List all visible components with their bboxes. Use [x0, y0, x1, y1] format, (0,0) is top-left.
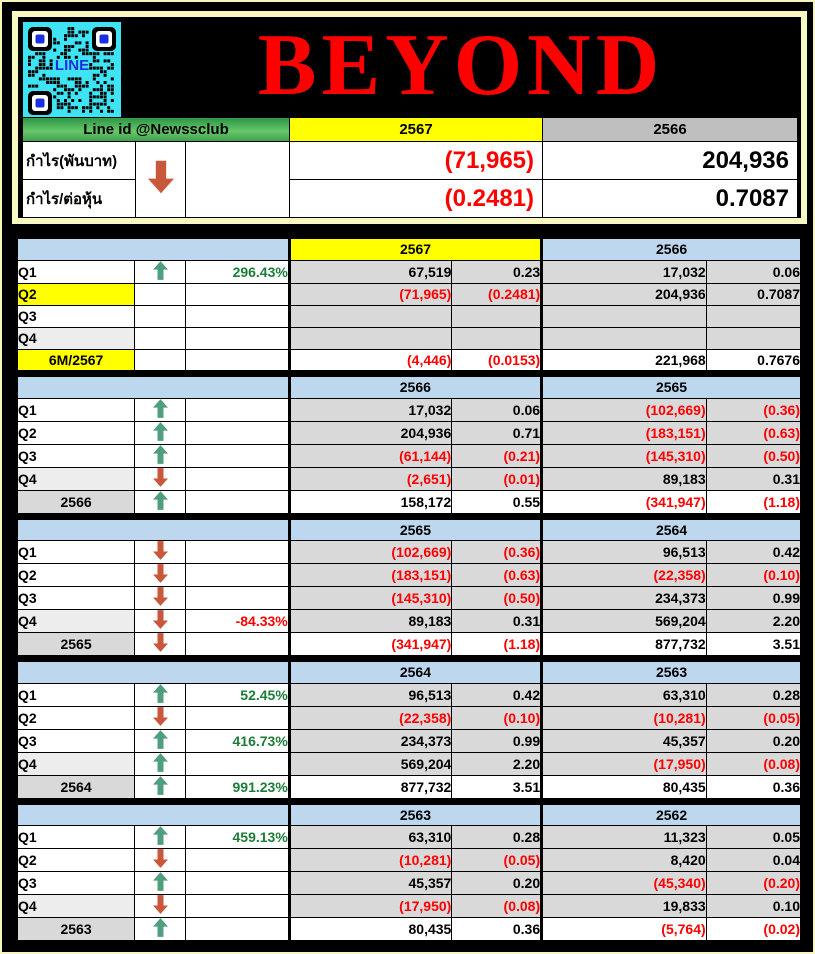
pct-change-cell [186, 327, 290, 349]
previous-year-header: 2566 [543, 118, 798, 142]
trend-arrow-cell [135, 421, 186, 444]
quarter-row [17, 564, 801, 587]
pct-change-cell [185, 849, 289, 872]
year-right-header: 2563 [542, 661, 801, 683]
eps-value-cell: (0.01) [452, 467, 542, 490]
quarter-label: Q1 [17, 826, 135, 849]
eps-value-cell: (0.02) [706, 918, 801, 942]
pct-change-cell [186, 349, 290, 371]
summary-row [17, 918, 801, 942]
trend-arrow-cell [135, 752, 186, 775]
pct-change-cell [186, 398, 290, 421]
up-arrow-icon [153, 684, 168, 703]
eps-value-cell: 0.7676 [706, 349, 801, 371]
section-header-row [17, 519, 801, 541]
pct-change-cell [185, 564, 289, 587]
eps-value-cell: (0.36) [706, 398, 801, 421]
year-left-header: 2564 [289, 661, 541, 683]
trend-arrow-cell [135, 706, 186, 729]
summary-row [17, 775, 801, 799]
down-arrow-icon [153, 849, 168, 868]
profit-value-cell: 204,936 [542, 283, 707, 305]
profit-value-cell: (145,310) [542, 444, 707, 467]
profit-value-cell: (102,669) [542, 398, 707, 421]
eps-current-value: (0.2481) [290, 180, 543, 218]
quarter-row [17, 706, 801, 729]
current-year-header: 2567 [290, 118, 543, 142]
pct-change-cell [185, 706, 289, 729]
up-arrow-icon [153, 491, 168, 510]
eps-value-cell: (0.10) [452, 706, 542, 729]
quarter-row [17, 849, 801, 872]
eps-value-cell: 0.06 [706, 260, 801, 283]
profit-current-value: (71,965) [290, 142, 543, 180]
trend-arrow-cell [135, 775, 186, 799]
up-arrow-icon [153, 399, 168, 418]
period-label: 2566 [17, 490, 135, 514]
trend-arrow-cell [135, 467, 186, 490]
eps-value-cell: 0.20 [452, 872, 542, 895]
quarter-row [17, 752, 801, 775]
trend-arrow-cell [135, 826, 186, 849]
profit-value-cell: 80,435 [542, 775, 707, 799]
quarter-row [17, 826, 801, 849]
profit-value-cell: (4,446) [289, 349, 452, 371]
eps-value-cell: (1.18) [452, 633, 542, 657]
trend-arrow-cell [135, 564, 186, 587]
pct-change-cell [186, 283, 290, 305]
profit-value-cell: (17,950) [289, 895, 452, 918]
eps-value-cell: 0.36 [452, 918, 542, 942]
quarter-row [17, 421, 801, 444]
eps-value-cell: (0.08) [706, 752, 801, 775]
trend-arrow-cell [135, 541, 186, 564]
trend-arrow-cell [135, 729, 186, 752]
pct-change-cell [185, 752, 289, 775]
section-header-row [17, 376, 801, 398]
profit-row [23, 142, 798, 180]
section-header-blank [17, 804, 289, 826]
profit-value-cell: 63,310 [542, 683, 707, 706]
quarter-row [17, 398, 801, 421]
profit-value-cell: 45,357 [289, 872, 452, 895]
year-right-header: 2565 [542, 376, 801, 398]
quarter-row [17, 729, 801, 752]
summary-header-row [23, 118, 798, 142]
quarter-row [17, 283, 801, 305]
quarter-label: Q4 [17, 327, 135, 349]
quarter-label: Q2 [17, 564, 135, 587]
trend-arrow-cell [135, 490, 186, 514]
quarter-label: Q3 [17, 305, 135, 327]
up-arrow-icon [153, 776, 168, 795]
pct-change-cell: 296.43% [186, 260, 290, 283]
section-2564 [16, 660, 802, 800]
eps-value-cell: (0.2481) [452, 283, 542, 305]
profit-value-cell [542, 305, 707, 327]
trend-arrow-cell [135, 260, 186, 283]
svg-text:LINE: LINE [54, 57, 90, 74]
year-left-header: 2565 [289, 519, 541, 541]
quarter-label: Q4 [17, 610, 135, 633]
eps-value-cell: 0.42 [706, 541, 801, 564]
up-arrow-icon [153, 730, 168, 749]
pct-change-cell [186, 467, 290, 490]
summary-row [17, 633, 801, 657]
trend-arrow-cell [135, 872, 186, 895]
pct-change-cell [185, 587, 289, 610]
quarter-label: Q1 [17, 541, 135, 564]
eps-value-cell: (0.10) [706, 564, 801, 587]
eps-value-cell: 0.36 [706, 775, 801, 799]
trend-arrow-cell [135, 444, 186, 467]
year-left-header: 2567 [289, 238, 541, 260]
profit-value-cell: (341,947) [289, 633, 452, 657]
up-arrow-icon [153, 261, 168, 280]
down-arrow-icon [153, 707, 168, 726]
eps-value-cell: 0.10 [706, 895, 801, 918]
section-header-row [17, 804, 801, 826]
up-arrow-icon [153, 753, 168, 772]
profit-value-cell [542, 327, 707, 349]
pct-change-cell [185, 541, 289, 564]
up-arrow-icon [153, 872, 168, 891]
down-arrow-icon [153, 564, 168, 583]
trend-arrow-cell [135, 918, 186, 942]
trend-arrow-cell [136, 142, 186, 218]
profit-value-cell [289, 327, 452, 349]
section-header-row [17, 238, 801, 260]
eps-value-cell: 0.31 [452, 610, 542, 633]
year-right-header: 2562 [542, 804, 801, 826]
eps-value-cell: 2.20 [452, 752, 542, 775]
pct-change-cell: 416.73% [185, 729, 289, 752]
profit-value-cell: (22,358) [542, 564, 707, 587]
pct-change-cell [186, 444, 290, 467]
profit-value-cell: 67,519 [289, 260, 452, 283]
eps-value-cell: 3.51 [452, 775, 542, 799]
section-header-blank [17, 376, 289, 398]
eps-value-cell: 0.05 [706, 826, 801, 849]
down-arrow-icon [153, 895, 168, 914]
trend-arrow-cell [135, 683, 186, 706]
summary-row [17, 490, 801, 514]
profit-value-cell: 17,032 [542, 260, 707, 283]
up-arrow-icon [153, 918, 168, 937]
trend-arrow-cell [135, 349, 186, 371]
profit-value-cell: 63,310 [289, 826, 452, 849]
eps-value-cell: (0.0153) [452, 349, 542, 371]
year-left-header: 2566 [289, 376, 541, 398]
eps-value-cell: (0.05) [706, 706, 801, 729]
down-arrow-icon [153, 541, 168, 560]
profit-value-cell: 96,513 [542, 541, 707, 564]
eps-value-cell: 0.20 [706, 729, 801, 752]
eps-value-cell: 3.51 [706, 633, 801, 657]
pct-change-cell: -84.33% [185, 610, 289, 633]
pct-change-cell [185, 872, 289, 895]
section-header-blank [17, 238, 289, 260]
quarter-label: Q4 [17, 752, 135, 775]
section-header-blank [17, 519, 289, 541]
pct-change-cell: 52.45% [185, 683, 289, 706]
profit-value-cell: (145,310) [289, 587, 452, 610]
section-header-blank [17, 661, 289, 683]
trend-arrow-cell [135, 849, 186, 872]
trend-arrow-cell [135, 398, 186, 421]
quarter-row [17, 444, 801, 467]
trend-arrow-cell [135, 305, 186, 327]
eps-value-cell: (0.63) [452, 564, 542, 587]
eps-previous-value: 0.7087 [543, 180, 798, 218]
eps-label: กำไร/ต่อหุ้น [23, 180, 136, 218]
pct-change-cell [186, 421, 290, 444]
profit-value-cell: 158,172 [289, 490, 452, 514]
eps-value-cell [706, 305, 801, 327]
profit-value-cell: (183,151) [542, 421, 707, 444]
profit-previous-value: 204,936 [543, 142, 798, 180]
profit-value-cell: (71,965) [289, 283, 452, 305]
profit-value-cell: 8,420 [542, 849, 707, 872]
eps-value-cell: (0.08) [452, 895, 542, 918]
down-arrow-icon [153, 468, 168, 487]
profit-value-cell: 877,732 [289, 775, 452, 799]
quarter-label: Q3 [17, 444, 135, 467]
quarter-label: Q3 [17, 587, 135, 610]
profit-value-cell: (341,947) [542, 490, 707, 514]
quarter-label: Q4 [17, 895, 135, 918]
profit-value-cell: (5,764) [542, 918, 707, 942]
profit-value-cell: 80,435 [289, 918, 452, 942]
trend-arrow-cell [135, 587, 186, 610]
quarter-row [17, 327, 801, 349]
profit-value-cell: (22,358) [289, 706, 452, 729]
profit-value-cell: 96,513 [289, 683, 452, 706]
quarter-label: Q1 [17, 260, 135, 283]
year-right-header: 2566 [542, 238, 801, 260]
eps-value-cell: 2.20 [706, 610, 801, 633]
eps-value-cell: (0.50) [452, 587, 542, 610]
profit-value-cell: 204,936 [289, 421, 452, 444]
period-label: 2565 [17, 633, 135, 657]
eps-value-cell: (0.20) [706, 872, 801, 895]
quarter-label: Q1 [17, 398, 135, 421]
quarter-row [17, 872, 801, 895]
spacer-cell [186, 142, 290, 218]
profit-value-cell: 569,204 [542, 610, 707, 633]
profit-value-cell [289, 305, 452, 327]
eps-value-cell: (0.63) [706, 421, 801, 444]
quarter-label: Q4 [17, 467, 135, 490]
profit-label: กำไร(พันบาท) [23, 142, 136, 180]
down-arrow-icon [153, 610, 168, 629]
quarter-row [17, 467, 801, 490]
profit-value-cell: (10,281) [289, 849, 452, 872]
eps-value-cell: 0.06 [452, 398, 542, 421]
up-arrow-icon [153, 422, 168, 441]
profit-value-cell: 234,373 [289, 729, 452, 752]
eps-value-cell: 0.55 [452, 490, 542, 514]
trend-arrow-cell [135, 633, 186, 657]
eps-value-cell: (0.21) [452, 444, 542, 467]
profit-value-cell: 877,732 [542, 633, 707, 657]
profit-value-cell: 221,968 [542, 349, 707, 371]
down-arrow-icon [153, 633, 168, 652]
line-qr-code [23, 22, 121, 120]
eps-value-cell: 0.23 [452, 260, 542, 283]
profit-value-cell: 569,204 [289, 752, 452, 775]
eps-value-cell: 0.7087 [706, 283, 801, 305]
trend-arrow-cell [135, 327, 186, 349]
down-arrow-icon [153, 587, 168, 606]
pct-change-cell: 991.23% [185, 775, 289, 799]
eps-value-cell: 0.99 [706, 587, 801, 610]
eps-value-cell: (0.50) [706, 444, 801, 467]
quarter-label: Q2 [17, 421, 135, 444]
header-frame [12, 11, 807, 224]
quarter-row [17, 683, 801, 706]
profit-value-cell: 234,373 [542, 587, 707, 610]
quarter-row [17, 895, 801, 918]
down-arrow-icon [148, 157, 174, 197]
period-label: 6M/2567 [17, 349, 135, 371]
summary-row [17, 349, 801, 371]
year-right-header: 2564 [542, 519, 801, 541]
trend-arrow-cell [135, 283, 186, 305]
year-left-header: 2563 [289, 804, 541, 826]
section-2567 [16, 237, 802, 372]
quarterly-history-tables [16, 237, 802, 945]
pct-change-cell [185, 895, 289, 918]
quarter-row [17, 260, 801, 283]
profit-value-cell: 89,183 [542, 467, 707, 490]
pct-change-cell [186, 305, 290, 327]
eps-value-cell: (0.36) [452, 541, 542, 564]
eps-value-cell: 0.28 [706, 683, 801, 706]
quarter-label: Q3 [17, 872, 135, 895]
up-arrow-icon [153, 826, 168, 845]
eps-value-cell: 0.31 [706, 467, 801, 490]
up-arrow-icon [153, 445, 168, 464]
period-label: 2564 [17, 775, 135, 799]
quarter-label: Q3 [17, 729, 135, 752]
section-2563 [16, 803, 802, 943]
trend-arrow-cell [135, 610, 186, 633]
eps-value-cell: (1.18) [706, 490, 801, 514]
eps-value-cell [452, 305, 542, 327]
section-2566 [16, 375, 802, 515]
profit-value-cell: (17,950) [542, 752, 707, 775]
quarter-row [17, 305, 801, 327]
period-label: 2563 [17, 918, 135, 942]
pct-change-cell [185, 633, 289, 657]
profit-value-cell: (45,340) [542, 872, 707, 895]
profit-value-cell: (61,144) [289, 444, 452, 467]
stock-title: BEYOND [257, 16, 665, 114]
profit-value-cell: 19,833 [542, 895, 707, 918]
quarter-label: Q2 [17, 283, 135, 305]
eps-value-cell [706, 327, 801, 349]
profit-value-cell: (183,151) [289, 564, 452, 587]
pct-change-cell [185, 918, 289, 942]
quarter-row [17, 587, 801, 610]
section-2565 [16, 518, 802, 658]
profit-value-cell: (2,651) [289, 467, 452, 490]
line-id-banner: Line id @Newssclub [23, 118, 290, 142]
pct-change-cell [186, 490, 290, 514]
profit-value-cell: (10,281) [542, 706, 707, 729]
pct-change-cell: 459.13% [185, 826, 289, 849]
profit-value-cell: 11,323 [542, 826, 707, 849]
summary-table [22, 117, 798, 218]
quarter-label: Q1 [17, 683, 135, 706]
eps-value-cell: 0.04 [706, 849, 801, 872]
eps-value-cell: 0.42 [452, 683, 542, 706]
trend-arrow-cell [135, 895, 186, 918]
quarter-label: Q2 [17, 849, 135, 872]
section-header-row [17, 661, 801, 683]
profit-value-cell: (102,669) [289, 541, 452, 564]
quarter-row [17, 610, 801, 633]
eps-value-cell: 0.71 [452, 421, 542, 444]
qr-code-image [23, 22, 121, 120]
profit-value-cell: 45,357 [542, 729, 707, 752]
quarter-row [17, 541, 801, 564]
profit-value-cell: 89,183 [289, 610, 452, 633]
profit-value-cell: 17,032 [289, 398, 452, 421]
eps-value-cell: 0.99 [452, 729, 542, 752]
eps-value-cell [452, 327, 542, 349]
eps-value-cell: 0.28 [452, 826, 542, 849]
quarter-label: Q2 [17, 706, 135, 729]
eps-value-cell: (0.05) [452, 849, 542, 872]
